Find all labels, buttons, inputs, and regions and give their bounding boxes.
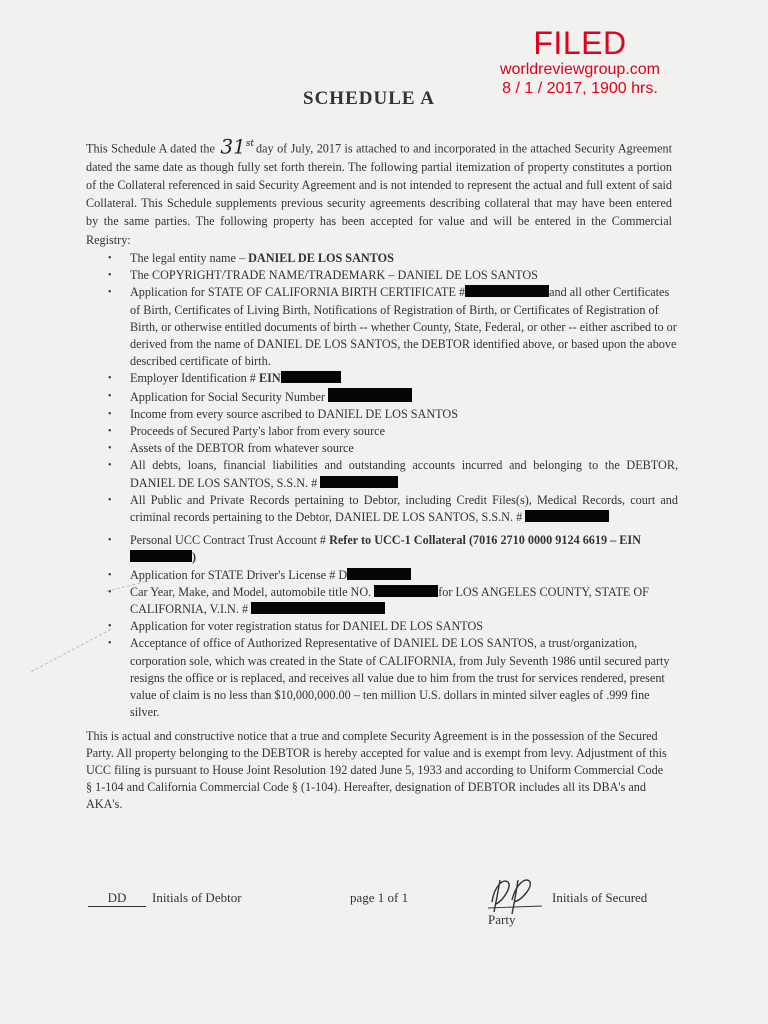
item-text: and all other Certificates of Birth, Certificates of Living Birth, Notifications of Registration of Birth, or Certificates of Registration of Birth, or otherwise entitled documents of birth -- whether County, State, Federal, or other -- either ascribed to or derived from the name of DANIEL DE LOS SANTOS, the DEBTOR identified above, or based upon the above described certificate of birth. — [130, 285, 677, 369]
footer — [0, 884, 768, 934]
bullet-icon: • — [108, 460, 112, 472]
day-suffix: st — [245, 139, 255, 149]
filed-date: 8 / 1 / 2017, 1900 hrs. — [502, 80, 658, 97]
secured-initials-label: Initials of Secured — [552, 890, 648, 905]
item-text: Personal UCC Contract Trust Account # — [130, 533, 327, 548]
list-item — [108, 284, 678, 370]
list-item — [108, 250, 678, 267]
party-label: Party — [488, 912, 516, 927]
list-item — [108, 492, 678, 526]
day-number: 31 — [220, 134, 246, 159]
filed-website: worldreviewgroup.com — [499, 61, 660, 78]
item-text-bold: DANIEL DE LOS SANTOS — [248, 251, 394, 265]
list-item — [108, 618, 678, 635]
bullet-icon: • — [108, 373, 112, 385]
item-text: for LOS ANGELES COUNTY, STATE OF CALIFORNIA, V.I.N. # — [130, 584, 649, 617]
closing-paragraph: This is actual and constructive notice that a true and complete Security Agreement is in the possession of the Secured Party. All property belonging to the DEBTOR is hereby accepted for value and is exempt from levy. Adjustment of this UCC filing is pursuant to House Joint Resolution 192 dated June 5, 1933 and according to Uniform Commercial Code § 1-104 and California Commercial Code § (1-104). Hereafter, designation of DEBTOR includes all its DBA's and AKA's. — [86, 729, 667, 811]
document-title: SCHEDULE A — [303, 88, 435, 109]
bullet-icon: • — [108, 621, 112, 633]
collateral-list — [108, 250, 678, 721]
item-text-bold: ) — [192, 550, 197, 565]
list-item — [108, 406, 678, 423]
item-text-bold: Refer to UCC-1 Collateral (7016 2710 0000 9124 6619 – EIN — [329, 533, 641, 548]
item-text: Application for voter registration status for DANIEL DE LOS SANTOS — [130, 619, 484, 634]
item-text: Application for STATE OF CALIFORNIA BIRTH CERTIFICATE # — [130, 285, 466, 300]
intro-before-day: This Schedule A dated the — [86, 141, 215, 156]
debtor-initials-block — [88, 890, 242, 907]
list-item — [108, 440, 678, 457]
item-text: All debts, loans, financial liabilities and outstanding accounts incurred and belonging to the DEBTOR, DANIEL DE LOS SANTOS, S.S.N. # — [130, 458, 678, 490]
bullet-icon: • — [108, 390, 112, 402]
list-item — [108, 457, 678, 491]
item-text: The COPYRIGHT/TRADE NAME/TRADEMARK – DANIEL DE LOS SANTOS — [130, 268, 538, 283]
bullet-icon: • — [108, 535, 112, 547]
list-item — [108, 635, 678, 721]
item-text: Proceeds of Secured Party's labor from every source — [130, 424, 385, 439]
redaction-box — [130, 550, 192, 562]
item-text: Application for STATE Driver's License # D — [130, 567, 348, 582]
bullet-icon: • — [108, 443, 112, 455]
list-item — [108, 584, 678, 618]
redaction-box — [328, 388, 412, 402]
list-item — [108, 423, 678, 440]
scan-artifact-line — [31, 629, 111, 672]
item-text: Application for Social Security Number — [130, 389, 325, 404]
secured-party-signature-icon — [486, 872, 546, 916]
page-number: page 1 of 1 — [350, 890, 409, 905]
debtor-initials: DD — [88, 890, 146, 907]
list-item — [108, 388, 678, 406]
bullet-icon: • — [108, 253, 112, 264]
item-text: Employer Identification # — [130, 371, 256, 386]
bullet-icon: • — [108, 569, 112, 581]
list-item — [108, 370, 678, 387]
redaction-box — [525, 510, 609, 522]
bullet-icon: • — [108, 270, 112, 282]
item-text: Assets of the DEBTOR from whatever source — [130, 441, 354, 456]
item-text: Acceptance of office of Authorized Representative of DANIEL DE LOS SANTOS, a trust/organization, corporation sole, which was created in the State of CALIFORNIA, from July Seventh 1986 until secured party resigns the office or is replaced, and receives all value due to him from the trust for services rendered, present value of claim is no less than $10,000,000.00 – ten million U.S. dollars in minted silver eagles of .999 fine silver. — [130, 636, 670, 720]
bullet-icon: • — [108, 586, 112, 598]
list-item — [108, 532, 678, 566]
item-text: The legal entity name – — [130, 251, 246, 265]
redaction-box — [320, 476, 398, 488]
bullet-icon: • — [108, 426, 112, 438]
intro-paragraph — [86, 134, 672, 249]
item-text: Car Year, Make, and Model, automobile title NO. — [130, 584, 372, 599]
redaction-box — [465, 285, 549, 297]
item-text: All Public and Private Records pertaining to Debtor, including Credit Files(s), Medical Records, court and criminal records pertaining to the Debtor, DANIEL DE LOS SANTOS, S.S.N. # — [130, 492, 678, 525]
redaction-box — [251, 602, 385, 614]
handwritten-day — [218, 134, 256, 159]
bullet-icon: • — [108, 287, 112, 299]
debtor-initials-label: Initials of Debtor — [152, 890, 242, 905]
filed-label: FILED — [533, 25, 627, 61]
bullet-icon: • — [108, 494, 112, 506]
intro-after-day: day of July, 2017 is attached to and incorporated in the attached Security Agreement dated the same date as though fully set forth therein. The following partial itemization of property constitutes a portion of the Collateral referenced in said Security Agreement and is not intended to represent the actual and full extent of said Collateral. This Schedule supplements previous security agreements describing collateral that may have been entered by the same parties. The following property has been accepted for value and will be entered in the Commercial Registry: — [86, 141, 672, 247]
redaction-box — [347, 568, 411, 580]
list-item — [108, 567, 678, 584]
bullet-icon: • — [108, 408, 112, 420]
item-text: Income from every source ascribed to DANIEL DE LOS SANTOS — [130, 406, 458, 421]
redaction-box — [374, 585, 438, 597]
redaction-box — [281, 371, 341, 383]
list-item — [108, 267, 678, 284]
item-text-bold: EIN — [258, 371, 281, 386]
bullet-icon: • — [108, 638, 112, 650]
